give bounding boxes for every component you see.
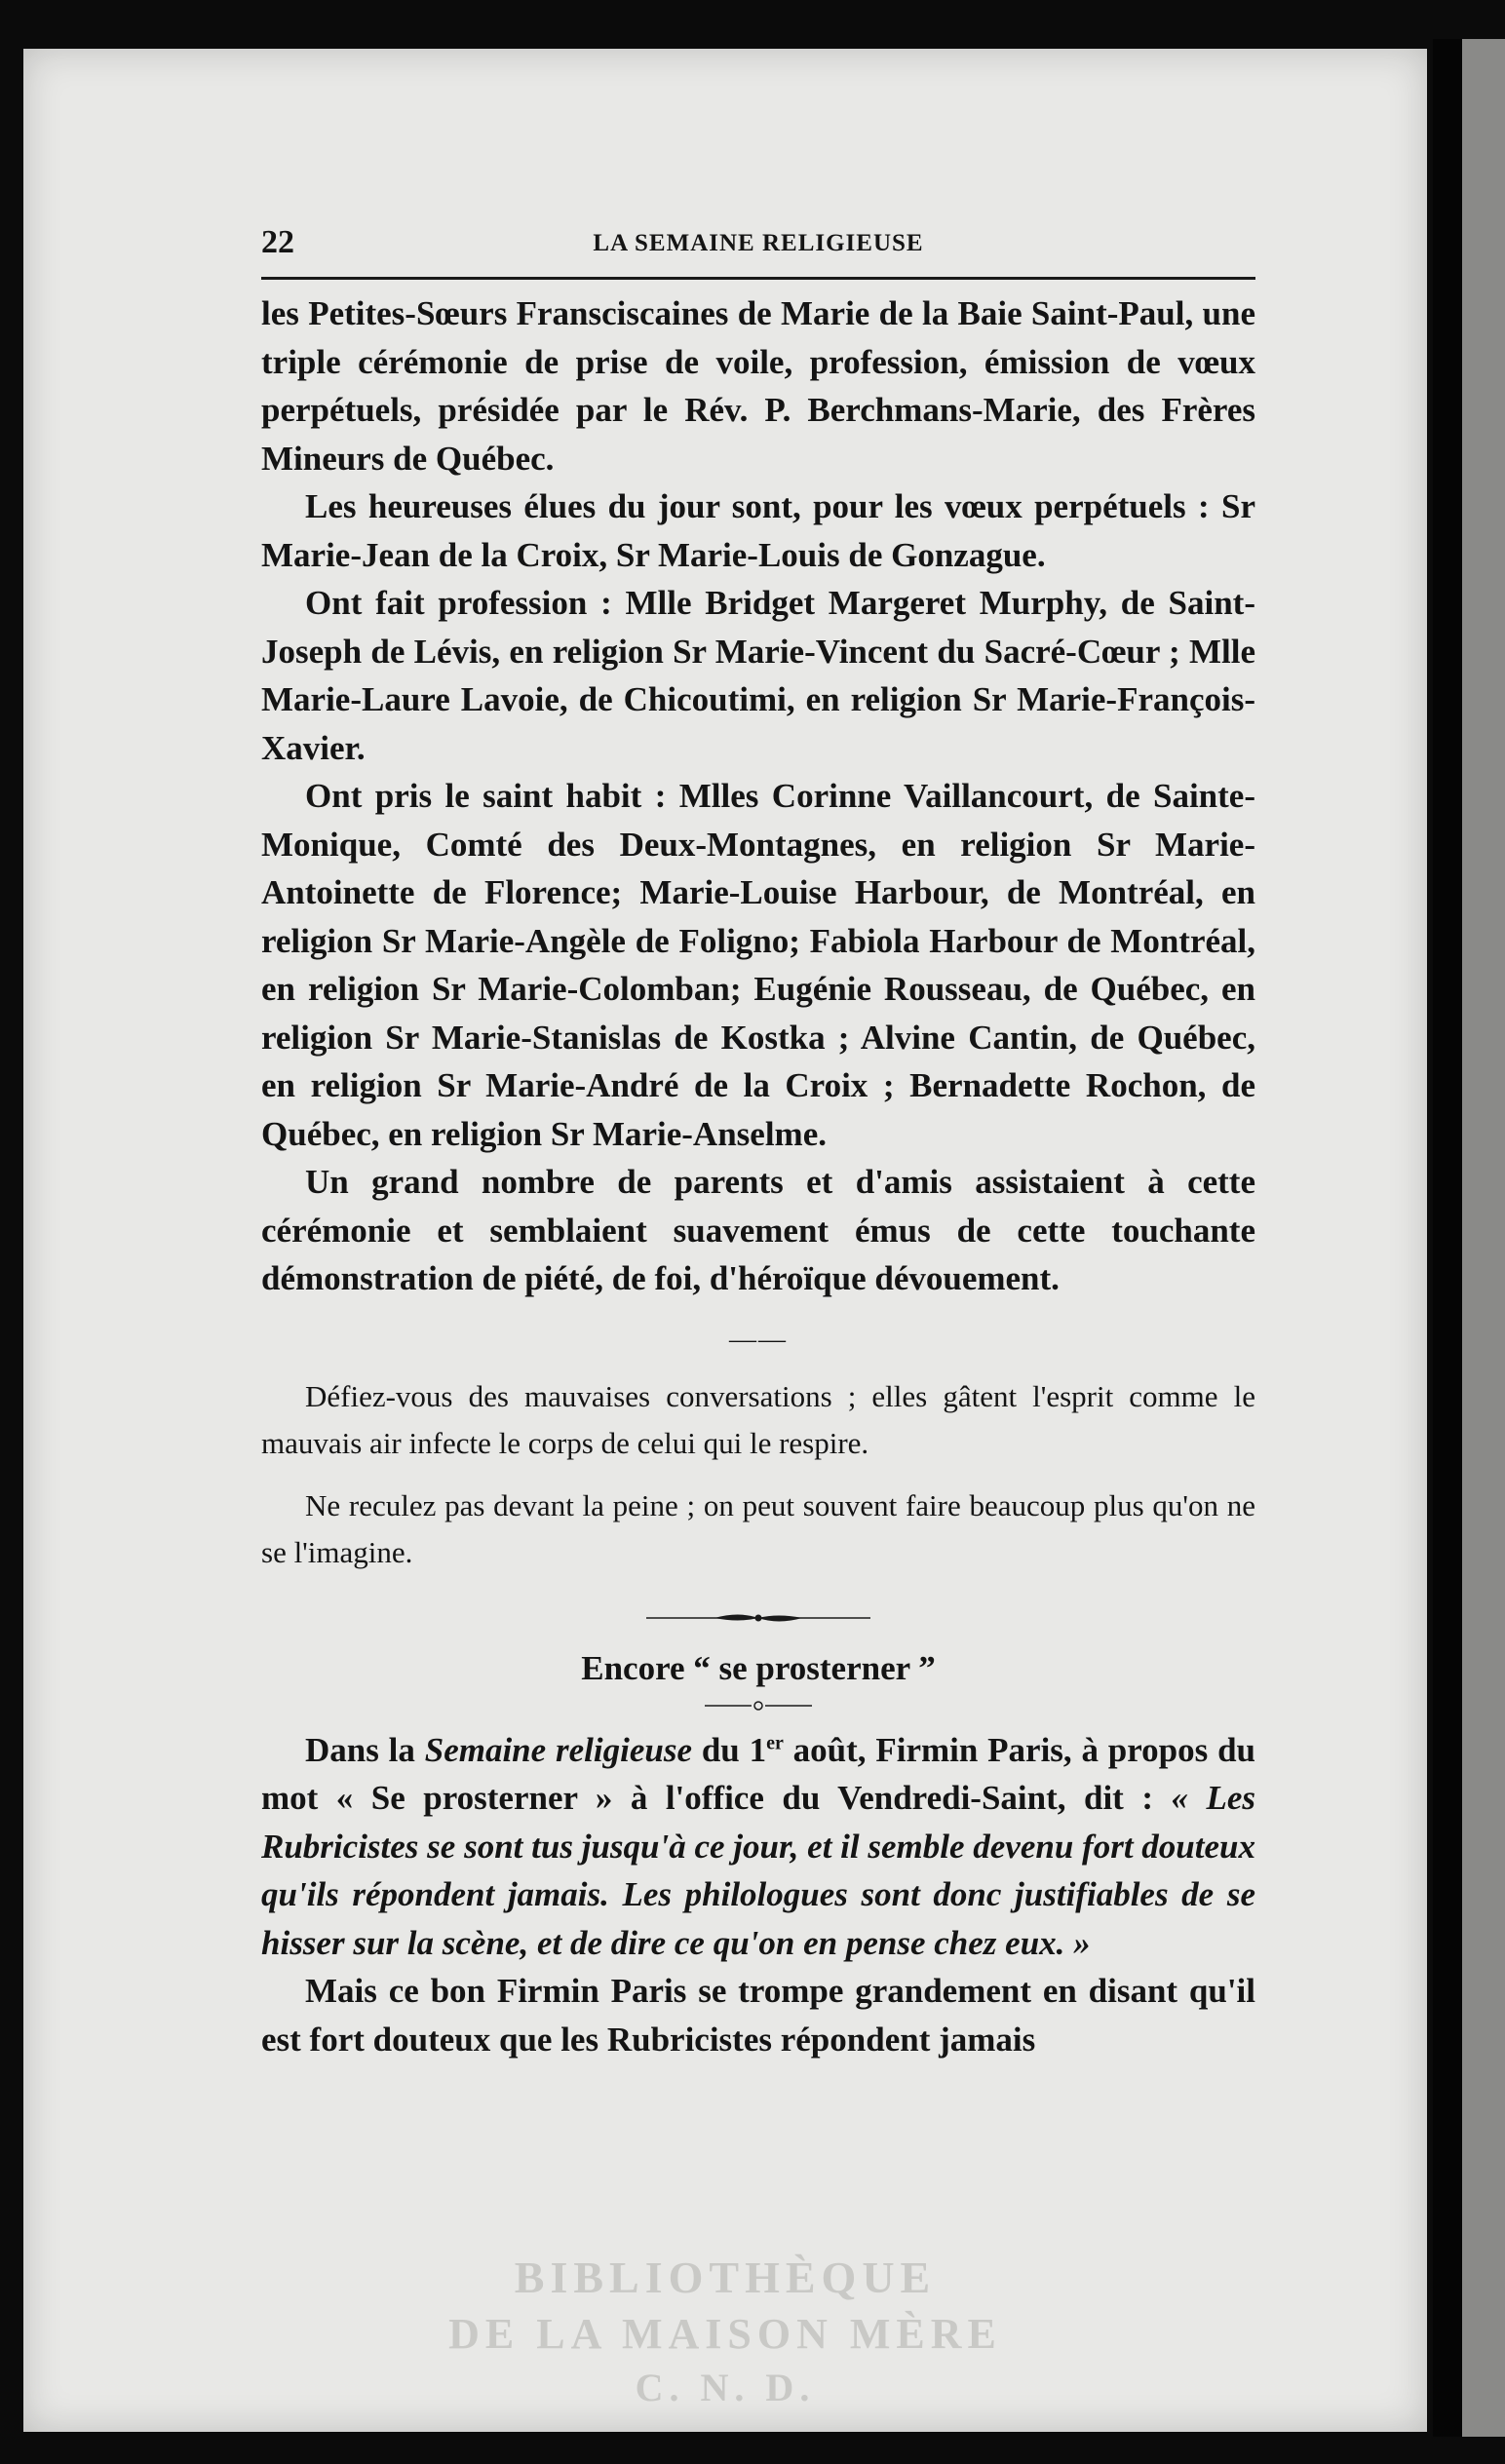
running-title: LA SEMAINE RELIGIEUSE [593,230,924,256]
paragraph: Ont fait profession : Mlle Bridget Margeret Murphy, de Saint-Joseph de Lévis, en religion Sr Marie-Vincent du Sacré-Cœur ; Mlle Marie-Laure Lavoie, de Chicoutimi, en religion Sr Marie-François-Xavier. [261,584,1255,767]
paragraph: Ont pris le saint habit : Mlles Corinne Vaillancourt, de Sainte-Monique, Comté des Deux-Montagnes, en religion Sr Marie-Antoinette de Florence; Marie-Louise Harbour, de Montréal, en religion Sr Marie-Angèle de Foligno; Fabiola Harbour de Montréal, en religion Sr Marie-Colomban; Eugénie Rousseau, de Québec, en religion Sr Marie-Stanislas de Kostka ; Alvine Cantin, de Québec, en religion Sr Marie-André de la Croix ; Bernadette Rochon, de Québec, en religion Sr Marie-Anselme. [261,777,1255,1153]
ornament-divider [261,1611,1255,1625]
maxim: Défiez-vous des mauvaises conversations ; elles gâtent l'esprit comme le mauvais air infecte le corps de celui qui le respire. [261,1378,1255,1460]
binding-edge [1433,39,1462,2437]
stamp-line-3: C. N. D. [635,2366,816,2409]
page-header [261,224,1255,269]
stamp-line-2: DE LA MAISON MÈRE [448,2310,1002,2358]
article-paragraph: Mais ce bon Firmin Paris se trompe grandement en disant qu'il est fort douteux que les Rubricistes répondent jamais [261,1972,1255,2059]
page-content [261,224,1255,2063]
publication-title: Semaine religieuse [424,1730,692,1769]
adjacent-page-edge [1462,39,1505,2437]
paragraph: Les heureuses élues du jour sont, pour les vœux perpétuels : Sr Marie-Jean de la Croix, Sr Marie-Louis de Gonzague. [261,487,1255,574]
news-section [261,289,1255,1303]
stamp-line-1: BIBLIOTHÈQUE [514,2252,937,2302]
ordinal-suffix: er [766,1731,784,1753]
page-number: 22 [261,224,294,260]
header-rule [261,277,1255,280]
paragraph: Un grand nombre de parents et d'amis assistaient à cette cérémonie et semblaient suavement émus de cette touchante démonstration de piété, de foi, d'héroïque dévouement. [261,1163,1255,1297]
section-separator: —— [729,1324,788,1355]
maxim: Ne reculez pas devant la peine ; on peut souvent faire beaucoup plus qu'on ne se l'imagine. [261,1487,1255,1569]
quotation: « Les Rubricistes se sont tus jusqu'à ce jour, et il semble devenu fort douteux qu'ils répondent jamais. Les philologues sont donc justifiables de se hisser sur la scène, et de dire ce qu'on en pense chez eux. » [261,1779,1255,1962]
title-ornament [261,1699,1255,1713]
paragraph: les Petites-Sœurs Fransciscaines de Marie de la Baie Saint-Paul, une triple cérémonie de prise de voile, profession, émission de vœux perpétuels, présidée par le Rév. P. Berchmans-Marie, des Frères Mineurs de Québec. [261,294,1255,478]
article-body [261,1726,1255,2064]
article-paragraph: Dans la Semaine religieuse du 1er août, Firmin Paris, à propos du mot « Se prosterner » à l'office du Vendredi-Saint, dit : « Les Rubricistes se sont tus jusqu'à ce jour, et il semble devenu fort douteux qu'ils répondent jamais. Les philologues sont donc justifiables de se hisser sur la scène, et de dire ce qu'on en pense chez eux. » [261,1730,1256,1962]
article-title: Encore “ se prosterner ” [581,1648,936,1687]
maxims [261,1373,1255,1576]
library-stamp [23,2252,1427,2410]
